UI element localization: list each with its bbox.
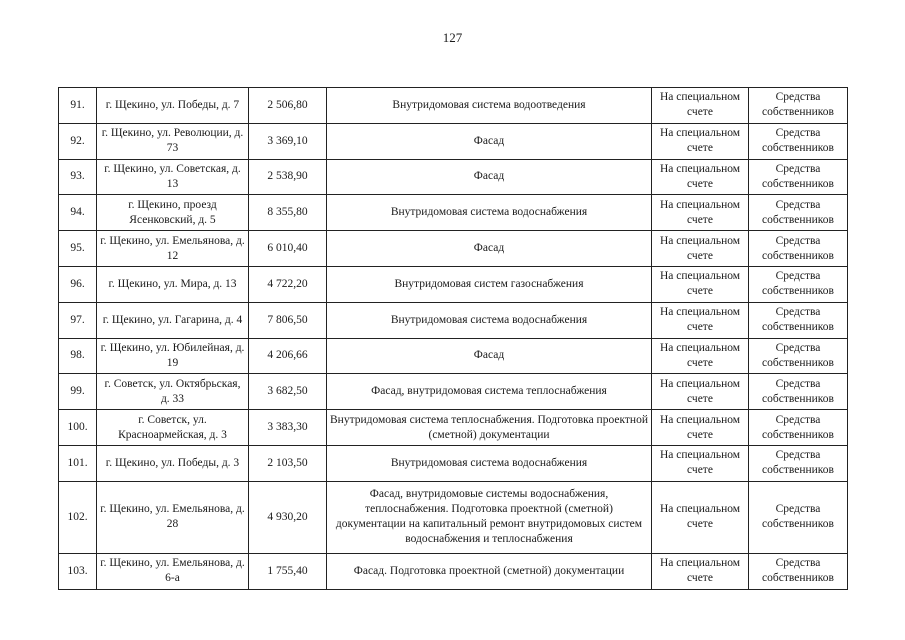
table-row bbox=[59, 266, 848, 302]
row-number-cell: 97. bbox=[59, 302, 97, 338]
row-number-cell: 91. bbox=[59, 88, 97, 124]
account-cell: На специальном счете bbox=[652, 553, 749, 589]
account-cell: На специальном счете bbox=[652, 410, 749, 446]
area-cell: 4 722,20 bbox=[249, 266, 327, 302]
account-cell: На специальном счете bbox=[652, 123, 749, 159]
address-cell: г. Щекино, ул. Революции, д. 73 bbox=[97, 123, 249, 159]
address-cell: г. Щекино, ул. Советская, д. 13 bbox=[97, 159, 249, 195]
funding-source-cell: Средства собственников bbox=[749, 123, 848, 159]
table-row bbox=[59, 445, 848, 481]
repair-register-table bbox=[58, 87, 848, 590]
funding-source-cell: Средства собственников bbox=[749, 195, 848, 231]
works-cell: Фасад bbox=[327, 338, 652, 374]
address-cell: г. Советск, ул. Красноармейская, д. 3 bbox=[97, 410, 249, 446]
area-cell: 3 383,30 bbox=[249, 410, 327, 446]
account-cell: На специальном счете bbox=[652, 195, 749, 231]
works-cell: Внутридомовая систем газоснабжения bbox=[327, 266, 652, 302]
table-row bbox=[59, 195, 848, 231]
address-cell: г. Щекино, ул. Емельянова, д. 28 bbox=[97, 481, 249, 553]
address-cell: г. Советск, ул. Октябрьская, д. 33 bbox=[97, 374, 249, 410]
address-cell: г. Щекино, ул. Емельянова, д. 12 bbox=[97, 231, 249, 267]
table-row bbox=[59, 302, 848, 338]
address-cell: г. Щекино, ул. Емельянова, д. 6-а bbox=[97, 553, 249, 589]
works-cell: Фасад, внутридомовая система теплоснабжения bbox=[327, 374, 652, 410]
account-cell: На специальном счете bbox=[652, 338, 749, 374]
area-cell: 8 355,80 bbox=[249, 195, 327, 231]
row-number-cell: 99. bbox=[59, 374, 97, 410]
table-row bbox=[59, 553, 848, 589]
table-row bbox=[59, 231, 848, 267]
funding-source-cell: Средства собственников bbox=[749, 302, 848, 338]
works-cell: Внутридомовая система водоснабжения bbox=[327, 302, 652, 338]
row-number-cell: 100. bbox=[59, 410, 97, 446]
row-number-cell: 103. bbox=[59, 553, 97, 589]
address-cell: г. Щекино, ул. Мира, д. 13 bbox=[97, 266, 249, 302]
funding-source-cell: Средства собственников bbox=[749, 445, 848, 481]
area-cell: 4 930,20 bbox=[249, 481, 327, 553]
table-row bbox=[59, 123, 848, 159]
funding-source-cell: Средства собственников bbox=[749, 553, 848, 589]
account-cell: На специальном счете bbox=[652, 266, 749, 302]
works-cell: Внутридомовая система водоотведения bbox=[327, 88, 652, 124]
works-cell: Фасад bbox=[327, 123, 652, 159]
account-cell: На специальном счете bbox=[652, 302, 749, 338]
area-cell: 2 103,50 bbox=[249, 445, 327, 481]
address-cell: г. Щекино, ул. Юбилейная, д. 19 bbox=[97, 338, 249, 374]
works-cell: Внутридомовая система водоснабжения bbox=[327, 445, 652, 481]
funding-source-cell: Средства собственников bbox=[749, 374, 848, 410]
funding-source-cell: Средства собственников bbox=[749, 159, 848, 195]
row-number-cell: 92. bbox=[59, 123, 97, 159]
address-cell: г. Щекино, ул. Победы, д. 3 bbox=[97, 445, 249, 481]
account-cell: На специальном счете bbox=[652, 374, 749, 410]
works-cell: Внутридомовая система водоснабжения bbox=[327, 195, 652, 231]
area-cell: 6 010,40 bbox=[249, 231, 327, 267]
table-row bbox=[59, 410, 848, 446]
row-number-cell: 94. bbox=[59, 195, 97, 231]
table-row bbox=[59, 88, 848, 124]
table-row bbox=[59, 159, 848, 195]
row-number-cell: 93. bbox=[59, 159, 97, 195]
table-row bbox=[59, 338, 848, 374]
row-number-cell: 96. bbox=[59, 266, 97, 302]
area-cell: 2 538,90 bbox=[249, 159, 327, 195]
funding-source-cell: Средства собственников bbox=[749, 338, 848, 374]
row-number-cell: 95. bbox=[59, 231, 97, 267]
funding-source-cell: Средства собственников bbox=[749, 410, 848, 446]
area-cell: 1 755,40 bbox=[249, 553, 327, 589]
account-cell: На специальном счете bbox=[652, 159, 749, 195]
area-cell: 2 506,80 bbox=[249, 88, 327, 124]
account-cell: На специальном счете bbox=[652, 481, 749, 553]
works-cell: Фасад. Подготовка проектной (сметной) документации bbox=[327, 553, 652, 589]
account-cell: На специальном счете bbox=[652, 445, 749, 481]
funding-source-cell: Средства собственников bbox=[749, 266, 848, 302]
row-number-cell: 101. bbox=[59, 445, 97, 481]
row-number-cell: 98. bbox=[59, 338, 97, 374]
address-cell: г. Щекино, ул. Гагарина, д. 4 bbox=[97, 302, 249, 338]
funding-source-cell: Средства собственников bbox=[749, 231, 848, 267]
row-number-cell: 102. bbox=[59, 481, 97, 553]
area-cell: 4 206,66 bbox=[249, 338, 327, 374]
account-cell: На специальном счете bbox=[652, 231, 749, 267]
address-cell: г. Щекино, ул. Победы, д. 7 bbox=[97, 88, 249, 124]
area-cell: 3 369,10 bbox=[249, 123, 327, 159]
area-cell: 7 806,50 bbox=[249, 302, 327, 338]
table-row bbox=[59, 374, 848, 410]
account-cell: На специальном счете bbox=[652, 88, 749, 124]
funding-source-cell: Средства собственников bbox=[749, 88, 848, 124]
table-row bbox=[59, 481, 848, 553]
address-cell: г. Щекино, проезд Ясенковский, д. 5 bbox=[97, 195, 249, 231]
area-cell: 3 682,50 bbox=[249, 374, 327, 410]
works-cell: Фасад bbox=[327, 159, 652, 195]
works-cell: Фасад, внутридомовые системы водоснабжения, теплоснабжения. Подготовка проектной (сметной) документации на капитальный ремонт внутридомовых систем водоснабжения и теплоснабжения bbox=[327, 481, 652, 553]
page-number: 127 bbox=[442, 30, 463, 45]
funding-source-cell: Средства собственников bbox=[749, 481, 848, 553]
works-cell: Фасад bbox=[327, 231, 652, 267]
works-cell: Внутридомовая система теплоснабжения. Подготовка проектной (сметной) документации bbox=[327, 410, 652, 446]
